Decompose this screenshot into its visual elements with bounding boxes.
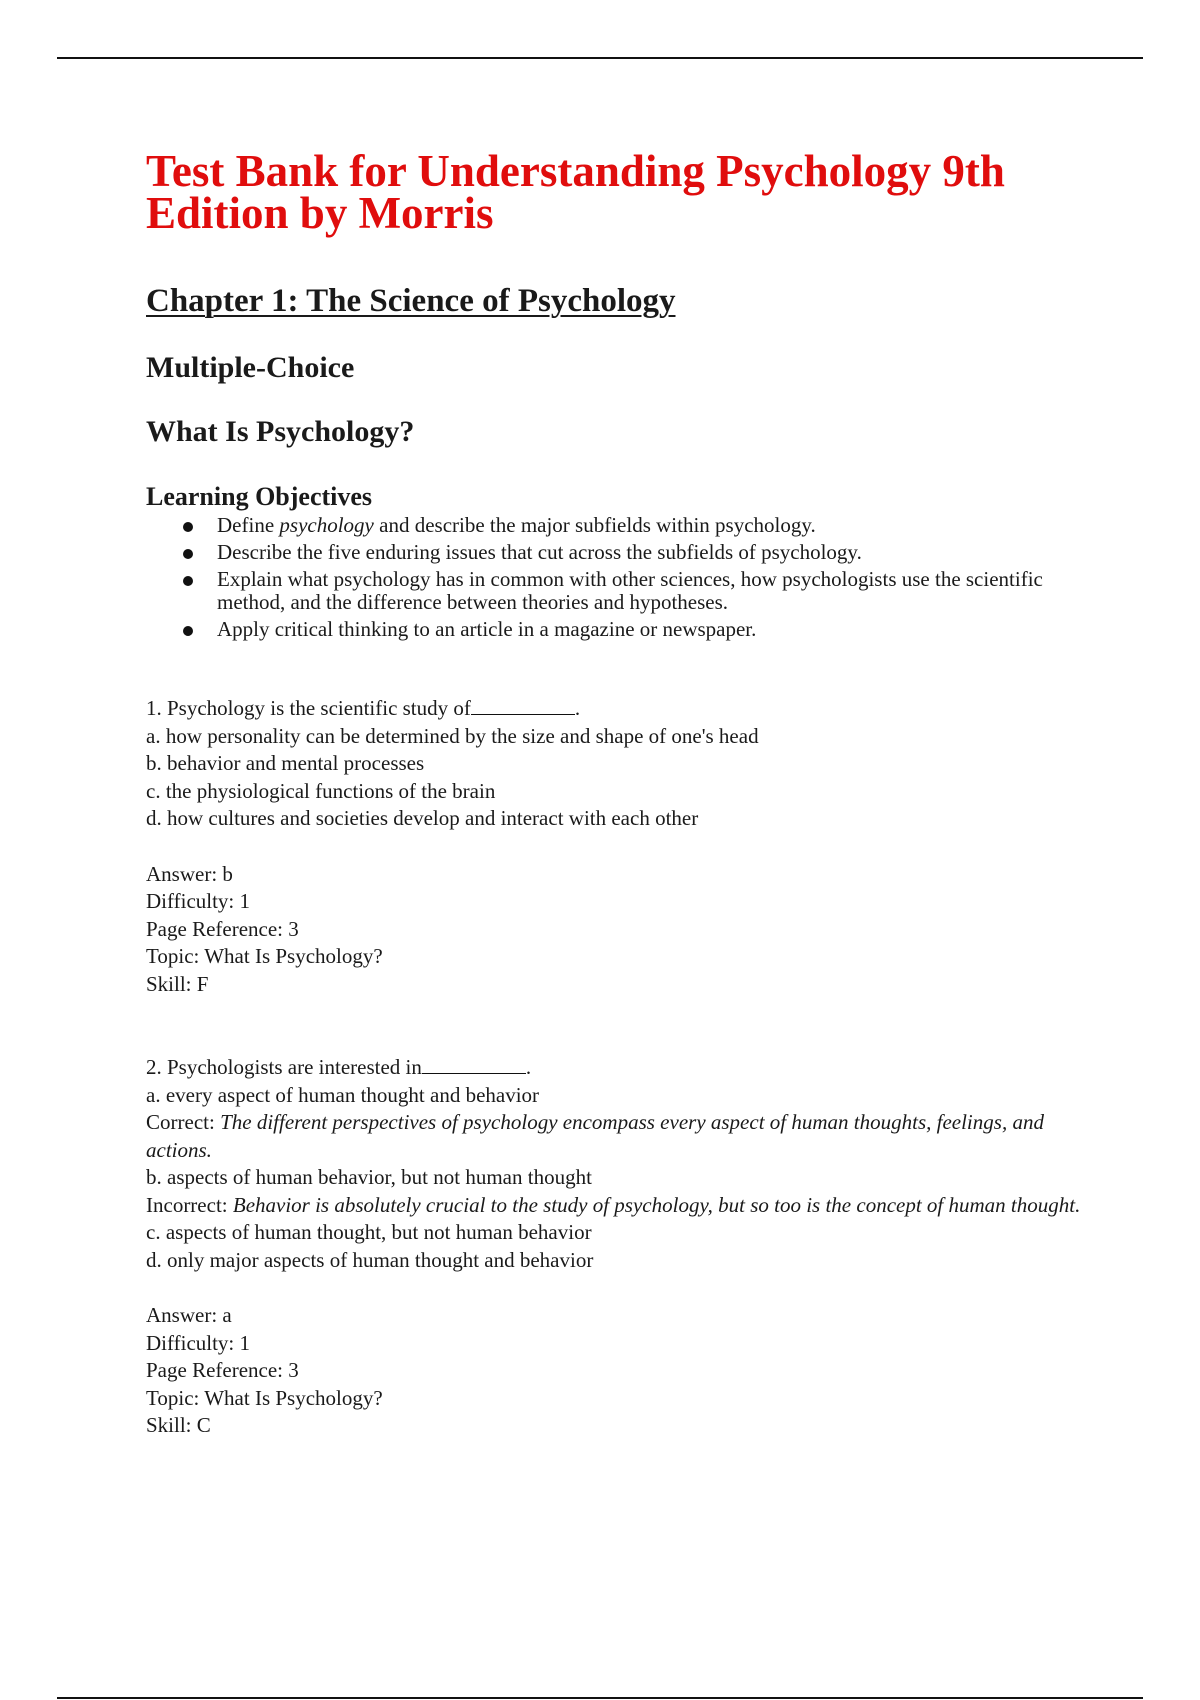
option-d: d. how cultures and societies develop and interact with each other: [146, 806, 699, 830]
bullet-icon: [183, 549, 193, 559]
topic-heading: What Is Psychology?: [146, 415, 415, 448]
answer-key: Answer: a: [146, 1303, 232, 1327]
document-page: [146, 146, 1086, 1440]
option-b-feedback: Incorrect: Behavior is absolutely crucial to the study of psychology, but so too is the concept of human thought.: [146, 1192, 1081, 1217]
answer-blank: [422, 1055, 526, 1074]
question-stem: 2. Psychologists are interested in .: [146, 1055, 532, 1079]
option-d: d. only major aspects of human thought and behavior: [146, 1247, 594, 1272]
difficulty: Difficulty: 1: [146, 889, 251, 913]
answer-key: Answer: b: [146, 861, 233, 886]
option-a: a. every aspect of human thought and behavior: [146, 1082, 540, 1107]
objective-item: Define psychology and describe the major subfields within psychology.: [217, 514, 1086, 537]
option-c: c. aspects of human thought, but not human behavior: [146, 1220, 592, 1244]
topic: Topic: What Is Psychology?: [146, 1385, 383, 1410]
document-title: Test Bank for Understanding Psychology 9th Edition by Morris: [146, 146, 1005, 238]
page-reference: Page Reference: 3: [146, 1358, 299, 1382]
bullet-icon: [183, 626, 193, 636]
bullet-icon: [183, 576, 193, 586]
objectives-list: [146, 514, 1086, 641]
objective-item: Explain what psychology has in common with other sciences, how psychologists use the scientific method, and the difference between theories and hypotheses.: [217, 568, 1086, 614]
option-b: b. aspects of human behavior, but not human thought: [146, 1165, 592, 1189]
chapter-heading: Chapter 1: The Science of Psychology: [146, 283, 676, 319]
top-rule: [57, 57, 1143, 59]
objectives-heading: Learning Objectives: [146, 482, 373, 511]
option-b: b. behavior and mental processes: [146, 751, 425, 775]
option-a: a. how personality can be determined by the size and shape of one's head: [146, 723, 759, 748]
objective-item: Describe the five enduring issues that cut across the subfields of psychology.: [217, 541, 1086, 564]
skill: Skill: F: [146, 971, 209, 996]
question-1: [146, 695, 1086, 998]
bottom-rule: [57, 1697, 1143, 1699]
answer-blank: [471, 696, 575, 715]
question-stem: 1. Psychology is the scientific study of .: [146, 696, 581, 720]
difficulty: Difficulty: 1: [146, 1330, 251, 1355]
option-c: c. the physiological functions of the brain: [146, 778, 496, 803]
objective-item: Apply critical thinking to an article in a magazine or newspaper.: [217, 618, 1086, 641]
question-2: [146, 1054, 1086, 1440]
option-a-feedback: Correct: The different perspectives of psychology encompass every aspect of human thoughts, feelings, and actions.: [146, 1110, 1044, 1162]
section-heading: Multiple-Choice: [146, 351, 355, 384]
bullet-icon: [183, 522, 193, 532]
skill: Skill: C: [146, 1413, 211, 1437]
topic: Topic: What Is Psychology?: [146, 944, 383, 968]
page-reference: Page Reference: 3: [146, 916, 299, 941]
